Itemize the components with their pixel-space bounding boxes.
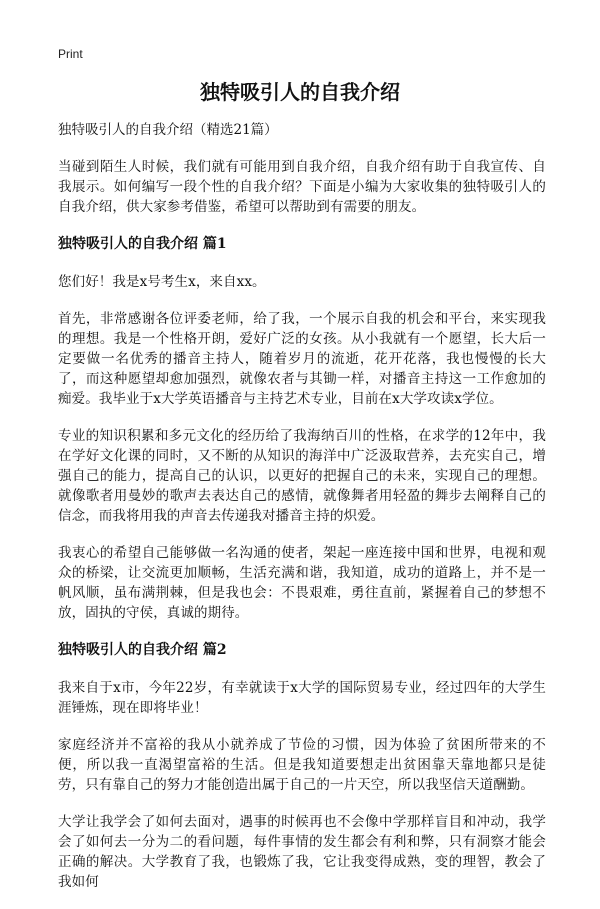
article-subtitle: 独特吸引人的自我介绍（精选21篇） <box>58 122 278 138</box>
section-1-paragraph: 首先，非常感谢各位评委老师，给了我，一个展示自我的机会和平台，来实现我的理想。我是一个性格开朗，爱好广泛的女孩。从小我就有一个愿望，长大后一定要做一名优秀的播音主持人，随着岁月的流逝，花开花落，我也慢慢的长大了，而这种愿望却愈加强烈，就像农者与其锄一样，对播音主持这一工作愈加的痴爱。我毕业于x大学英语播音与主持艺术专业，目前在x大学攻读x学位。 <box>58 311 546 407</box>
section-1-paragraph: 专业的知识积累和多元文化的经历给了我海纳百川的性格，在求学的12年中，我在学好文化课的同时，又不断的从知识的海洋中广泛汲取营养，去充实自己，增强自己的能力，提高自己的认识，以更好的把握自己的未来，实现自己的理想。就像歌者用曼妙的歌声去表达自己的感情，就像舞者用轻盈的舞步去阐释自己的信念，而我将用我的声音去传递我对播音主持的炽爱。 <box>58 428 546 524</box>
print-link[interactable]: Print <box>58 47 83 61</box>
page-title: 独特吸引人的自我介绍 <box>200 80 400 104</box>
intro-paragraph: 当碰到陌生人时候，我们就有可能用到自我介绍，自我介绍有助于自我宣传、自我展示。如何编写一段个性的自我介绍？下面是小编为大家收集的独特吸引人的自我介绍，供大家参考借鉴，希望可以帮助到有需要的朋友。 <box>58 159 546 215</box>
section-heading-2: 独特吸引人的自我介绍 篇2 <box>58 642 227 658</box>
section-2-paragraph: 我来自于x市，今年22岁，有幸就读于x大学的国际贸易专业，经过四年的大学生涯锤炼，现在即将毕业！ <box>58 680 546 716</box>
section-2-paragraph: 家庭经济并不富裕的我从小就养成了节俭的习惯，因为体验了贫困所带来的不便，所以我一直渴望富裕的生活。但是我知道要想走出贫困靠天靠地都只是徒劳，只有靠自己的努力才能创造出属于自己的一片天空，所以我坚信天道酬勤。 <box>58 737 546 793</box>
section-1-paragraph: 您们好！我是x号考生x，来自xx。 <box>58 274 266 290</box>
section-1-paragraph: 我衷心的希望自己能够做一名沟通的使者，架起一座连接中国和世界，电视和观众的桥梁，让交流更加顺畅，生活充满和谐，我知道，成功的道路上，并不是一帆风顺，虽布满荆棘，但是我也会：不畏艰难，勇往直前，紧握着自己的梦想不放，固执的守侯，真诚的期待。 <box>58 545 546 621</box>
section-heading-1: 独特吸引人的自我介绍 篇1 <box>58 236 227 252</box>
article-body <box>58 120 546 909</box>
section-2-paragraph: 大学让我学会了如何去面对，遇事的时候再也不会像中学那样盲目和冲动，我学会了如何去一分为二的看问题，每件事情的发生都会有利和弊，只有洞察才能会正确的解决。大学教育了我，也锻炼了我，它让我变得成熟，变的理智，教会了我如何 <box>58 814 546 890</box>
